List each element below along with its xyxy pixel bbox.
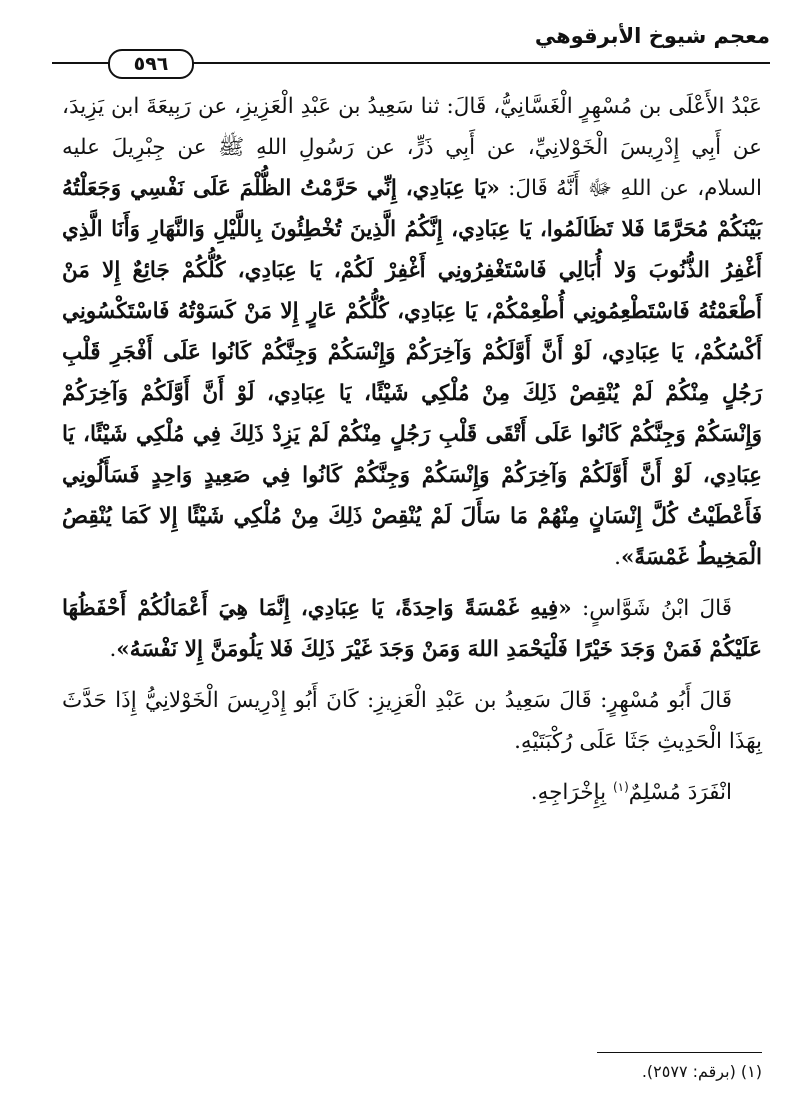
hadith-paragraph (62, 86, 762, 578)
abu-mushir-paragraph (62, 680, 762, 762)
period: . (109, 637, 117, 662)
footnote-ref[interactable]: (١) (612, 779, 629, 794)
muslim-text-end: بِإِخْرَاجِهِ. (530, 780, 613, 805)
quoted-text: «فِيهِ غَمْسَةً وَاحِدَةً، يَا عِبَادِي، إِنَّمَا هِيَ أَعْمَالُكُمْ أَحْفَظُهَا عَلَيْكُمْ فَمَنْ وَجَدَ خَيْرًا فَلْيَحْمَدِ اللهَ وَمَنْ وَجَدَ غَيْرَ ذَلِكَ فَلا يَلُومَنَّ إِلا نَفْسَهُ» (62, 596, 762, 662)
muslim-text: انْفَرَدَ مُسْلِمٌ (628, 780, 732, 805)
running-title: معجم شيوخ الأبرقوهي (534, 24, 770, 48)
muslim-paragraph (62, 772, 762, 813)
page-header (52, 18, 770, 75)
page-number-badge: ٥٩٦ (108, 49, 194, 79)
hadith-matn: «يَا عِبَادِي، إِنِّي حَرَّمْتُ الظُّلْمَ عَلَى نَفْسِي وَجَعَلْتُهُ بَيْنَكُمْ مُحَرَّمًا فَلا تَظَالَمُوا، يَا عِبَادِي، إِنَّكُمُ الَّذِينَ تُخْطِئُونَ بِاللَّيْلِ وَالنَّهَارِ وَأَنَا الَّذِي أَغْفِرُ الذُّنُوبَ وَلا أُبَالِي فَاسْتَغْفِرُونِي أَغْفِرْ لَكُمْ، يَا عِبَادِي، كُلُّكُمْ جَائِعٌ إِلا مَنْ أَطْعَمْتُهُ فَاسْتَطْعِمُونِي أُطْعِمْكُمْ، يَا عِبَادِي، كُلُّكُمْ عَارٍ إِلا مَنْ كَسَوْتُهُ فَاسْتَكْسُونِي أَكْسُكُمْ، يَا عِبَادِي، لَوْ أَنَّ أَوَّلَكُمْ وَآخِرَكُمْ وَإِنْسَكُمْ وَجِنَّكُمْ كَانُوا عَلَى أَفْجَرِ قَلْبِ رَجُلٍ مِنْكُمْ لَمْ يُنْقِصْ ذَلِكَ مِنْ مُلْكِي شَيْئًا، يَا عِبَادِي، لَوْ أَنَّ أَوَّلَكُمْ وَآخِرَكُمْ وَإِنْسَكُمْ وَجِنَّكُمْ كَانُوا عَلَى أَتْقَى قَلْبِ رَجُلٍ مِنْكُمْ لَمْ يَزِدْ ذَلِكَ فِي مُلْكِي شَيْئًا، يَا عِبَادِي، لَوْ أَنَّ أَوَّلَكُمْ وَآخِرَكُمْ وَإِنْسَكُمْ وَجِنَّكُمْ كَانُوا فِي صَعِيدٍ وَاحِدٍ فَسَأَلُونِي فَأَعْطَيْتُ كُلَّ إِنْسَانٍ مِنْهُمْ مَا سَأَلَ لَمْ يُنْقِصْ ذَلِكَ مِنْ مُلْكِي شَيْئًا إِلا كَمَا يُنْقِصُ الْمَخِيطُ غَمْسَةً» (62, 176, 762, 570)
attribution-text: قَالَ ابْنُ شَوَّاسٍ: (571, 596, 732, 621)
ibn-shawwas-paragraph (62, 588, 762, 670)
footnote: (١) (برقم: ٢٥٧٧). (641, 1062, 762, 1081)
narration-text: قَالَ أَبُو مُسْهِرٍ: قَالَ سَعِيدُ بن عَبْدِ الْعَزِيزِ: كَانَ أَبُو إِدْرِيسَ الْخَوْلانِيُّ إِذَا حَدَّثَ بِهَذَا الْحَدِيثِ جَثَا عَلَى رُكْبَتَيْهِ. (62, 688, 762, 754)
isnad-text: عَبْدُ الأَعْلَى بن مُسْهِرٍ الْغَسَّانِيُّ، قَالَ: ثنا سَعِيدُ بن عَبْدِ الْعَزِيزِ، عن رَبِيعَةَ ابن يَزِيدَ، عن أَبِي إِدْرِيسَ الْخَوْلانِيِّ، عن أَبِي ذَرٍّ، عن رَسُولِ اللهِ ﷺ عن جِبْرِيلَ عليه السلام، عن اللهِ ﷻ أَنَّهُ قَالَ: (62, 94, 762, 201)
body-text (62, 86, 762, 813)
period: . (614, 545, 621, 570)
footnote-rule (597, 1052, 762, 1053)
